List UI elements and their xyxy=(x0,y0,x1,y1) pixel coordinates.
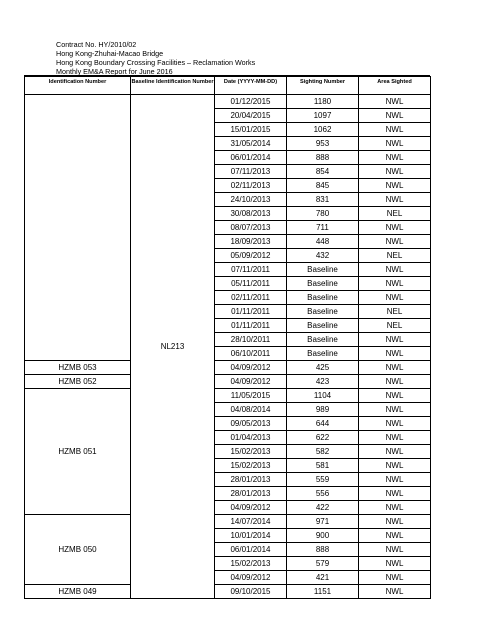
sighting-number-cell: 559 xyxy=(287,473,359,487)
date-cell: 05/11/2011 xyxy=(215,277,287,291)
sighting-number-cell: 989 xyxy=(287,403,359,417)
date-cell: 06/10/2011 xyxy=(215,347,287,361)
area-sighted-cell: NWL xyxy=(359,221,431,235)
area-sighted-cell: NWL xyxy=(359,431,431,445)
sighting-number-cell: Baseline xyxy=(287,347,359,361)
area-sighted-cell: NWL xyxy=(359,95,431,109)
area-sighted-cell: NWL xyxy=(359,235,431,249)
sighting-number-cell: Baseline xyxy=(287,319,359,333)
sighting-number-cell: 1151 xyxy=(287,585,359,599)
date-cell: 05/09/2012 xyxy=(215,249,287,263)
date-cell: 11/05/2015 xyxy=(215,389,287,403)
sighting-number-cell: 422 xyxy=(287,501,359,515)
area-sighted-cell: NWL xyxy=(359,487,431,501)
table-row xyxy=(25,585,431,599)
col-header-date: Date (YYYY-MM-DD) xyxy=(215,77,287,95)
baseline-identification-cell: NL213 xyxy=(131,95,215,599)
project-name: Hong Kong-Zhuhai-Macao Bridge xyxy=(56,49,164,58)
date-cell: 04/09/2012 xyxy=(215,375,287,389)
identification-cell: HZMB 050 xyxy=(25,515,131,585)
sighting-number-cell: Baseline xyxy=(287,333,359,347)
area-sighted-cell: NWL xyxy=(359,165,431,179)
table-row xyxy=(25,515,431,529)
area-sighted-cell: NWL xyxy=(359,501,431,515)
date-cell: 01/11/2011 xyxy=(215,305,287,319)
area-sighted-cell: NWL xyxy=(359,193,431,207)
sighting-number-cell: 644 xyxy=(287,417,359,431)
date-cell: 30/08/2013 xyxy=(215,207,287,221)
area-sighted-cell: NWL xyxy=(359,347,431,361)
sighting-number-cell: 831 xyxy=(287,193,359,207)
identification-cell: HZMB 053 xyxy=(25,361,131,375)
sighting-number-cell: Baseline xyxy=(287,305,359,319)
table-body xyxy=(25,95,431,599)
area-sighted-cell: NWL xyxy=(359,137,431,151)
report-title: Monthly EM&A Report for June 2016 xyxy=(56,67,173,76)
date-cell: 02/11/2011 xyxy=(215,291,287,305)
date-cell: 04/09/2012 xyxy=(215,571,287,585)
date-cell: 31/05/2014 xyxy=(215,137,287,151)
date-cell: 04/09/2012 xyxy=(215,501,287,515)
date-cell: 15/02/2013 xyxy=(215,445,287,459)
date-cell: 04/09/2012 xyxy=(215,361,287,375)
table-row xyxy=(25,389,431,403)
sighting-number-cell: 581 xyxy=(287,459,359,473)
area-sighted-cell: NWL xyxy=(359,459,431,473)
report-header xyxy=(56,40,255,76)
table-row xyxy=(25,95,431,109)
area-sighted-cell: NWL xyxy=(359,361,431,375)
date-cell: 01/12/2015 xyxy=(215,95,287,109)
works-name: Hong Kong Boundary Crossing Facilities – Reclamation Works xyxy=(56,58,256,67)
identification-cell: HZMB 049 xyxy=(25,585,131,599)
sighting-number-cell: 432 xyxy=(287,249,359,263)
sighting-number-cell: 900 xyxy=(287,529,359,543)
identification-cell: HZMB 051 xyxy=(25,389,131,515)
identification-cell: HZMB 052 xyxy=(25,375,131,389)
date-cell: 06/01/2014 xyxy=(215,151,287,165)
table-row xyxy=(25,361,431,375)
sighting-number-cell: 1097 xyxy=(287,109,359,123)
area-sighted-cell: NWL xyxy=(359,179,431,193)
area-sighted-cell: NWL xyxy=(359,277,431,291)
sighting-number-cell: 888 xyxy=(287,151,359,165)
date-cell: 07/11/2013 xyxy=(215,165,287,179)
date-cell: 18/09/2013 xyxy=(215,235,287,249)
sighting-number-cell: 423 xyxy=(287,375,359,389)
sighting-number-cell: 579 xyxy=(287,557,359,571)
date-cell: 14/07/2014 xyxy=(215,515,287,529)
area-sighted-cell: NWL xyxy=(359,543,431,557)
sighting-number-cell: 845 xyxy=(287,179,359,193)
col-header-identification: Identification Number xyxy=(25,77,131,95)
area-sighted-cell: NEL xyxy=(359,249,431,263)
area-sighted-cell: NWL xyxy=(359,557,431,571)
col-header-sighting: Sighting Number xyxy=(287,77,359,95)
sighting-number-cell: 888 xyxy=(287,543,359,557)
area-sighted-cell: NWL xyxy=(359,389,431,403)
date-cell: 10/01/2014 xyxy=(215,529,287,543)
sighting-number-cell: 556 xyxy=(287,487,359,501)
area-sighted-cell: NWL xyxy=(359,109,431,123)
sighting-number-cell: 1180 xyxy=(287,95,359,109)
date-cell: 06/01/2014 xyxy=(215,543,287,557)
area-sighted-cell: NWL xyxy=(359,123,431,137)
date-cell: 01/04/2013 xyxy=(215,431,287,445)
table-row xyxy=(25,375,431,389)
date-cell: 24/10/2013 xyxy=(215,193,287,207)
date-cell: 15/01/2015 xyxy=(215,123,287,137)
col-header-area: Area Sighted xyxy=(359,77,431,95)
sighting-number-cell: 953 xyxy=(287,137,359,151)
sighting-table xyxy=(24,76,431,599)
sighting-number-cell: Baseline xyxy=(287,291,359,305)
area-sighted-cell: NWL xyxy=(359,473,431,487)
area-sighted-cell: NWL xyxy=(359,585,431,599)
area-sighted-cell: NWL xyxy=(359,403,431,417)
date-cell: 09/10/2015 xyxy=(215,585,287,599)
date-cell: 01/11/2011 xyxy=(215,319,287,333)
area-sighted-cell: NEL xyxy=(359,305,431,319)
date-cell: 28/01/2013 xyxy=(215,473,287,487)
sighting-number-cell: 421 xyxy=(287,571,359,585)
sighting-number-cell: Baseline xyxy=(287,277,359,291)
sighting-number-cell: 425 xyxy=(287,361,359,375)
date-cell: 15/02/2013 xyxy=(215,557,287,571)
col-header-baseline: Baseline Identification Number xyxy=(131,77,215,95)
area-sighted-cell: NWL xyxy=(359,417,431,431)
area-sighted-cell: NEL xyxy=(359,207,431,221)
date-cell: 07/11/2011 xyxy=(215,263,287,277)
sighting-number-cell: 711 xyxy=(287,221,359,235)
sighting-number-cell: 582 xyxy=(287,445,359,459)
sighting-number-cell: 854 xyxy=(287,165,359,179)
sighting-number-cell: 448 xyxy=(287,235,359,249)
area-sighted-cell: NWL xyxy=(359,375,431,389)
date-cell: 08/07/2013 xyxy=(215,221,287,235)
date-cell: 28/10/2011 xyxy=(215,333,287,347)
area-sighted-cell: NWL xyxy=(359,263,431,277)
sighting-number-cell: 1062 xyxy=(287,123,359,137)
date-cell: 02/11/2013 xyxy=(215,179,287,193)
area-sighted-cell: NWL xyxy=(359,445,431,459)
identification-cell xyxy=(25,95,131,361)
table-header-row xyxy=(25,77,431,95)
date-cell: 09/05/2013 xyxy=(215,417,287,431)
date-cell: 15/02/2013 xyxy=(215,459,287,473)
area-sighted-cell: NWL xyxy=(359,571,431,585)
area-sighted-cell: NWL xyxy=(359,291,431,305)
area-sighted-cell: NWL xyxy=(359,529,431,543)
sighting-number-cell: 622 xyxy=(287,431,359,445)
date-cell: 04/08/2014 xyxy=(215,403,287,417)
sighting-number-cell: 780 xyxy=(287,207,359,221)
contract-number: Contract No. HY/2010/02 xyxy=(56,40,137,49)
sighting-number-cell: Baseline xyxy=(287,263,359,277)
sighting-number-cell: 1104 xyxy=(287,389,359,403)
area-sighted-cell: NWL xyxy=(359,151,431,165)
sighting-number-cell: 971 xyxy=(287,515,359,529)
area-sighted-cell: NWL xyxy=(359,515,431,529)
area-sighted-cell: NWL xyxy=(359,333,431,347)
date-cell: 28/01/2013 xyxy=(215,487,287,501)
area-sighted-cell: NEL xyxy=(359,319,431,333)
date-cell: 20/04/2015 xyxy=(215,109,287,123)
